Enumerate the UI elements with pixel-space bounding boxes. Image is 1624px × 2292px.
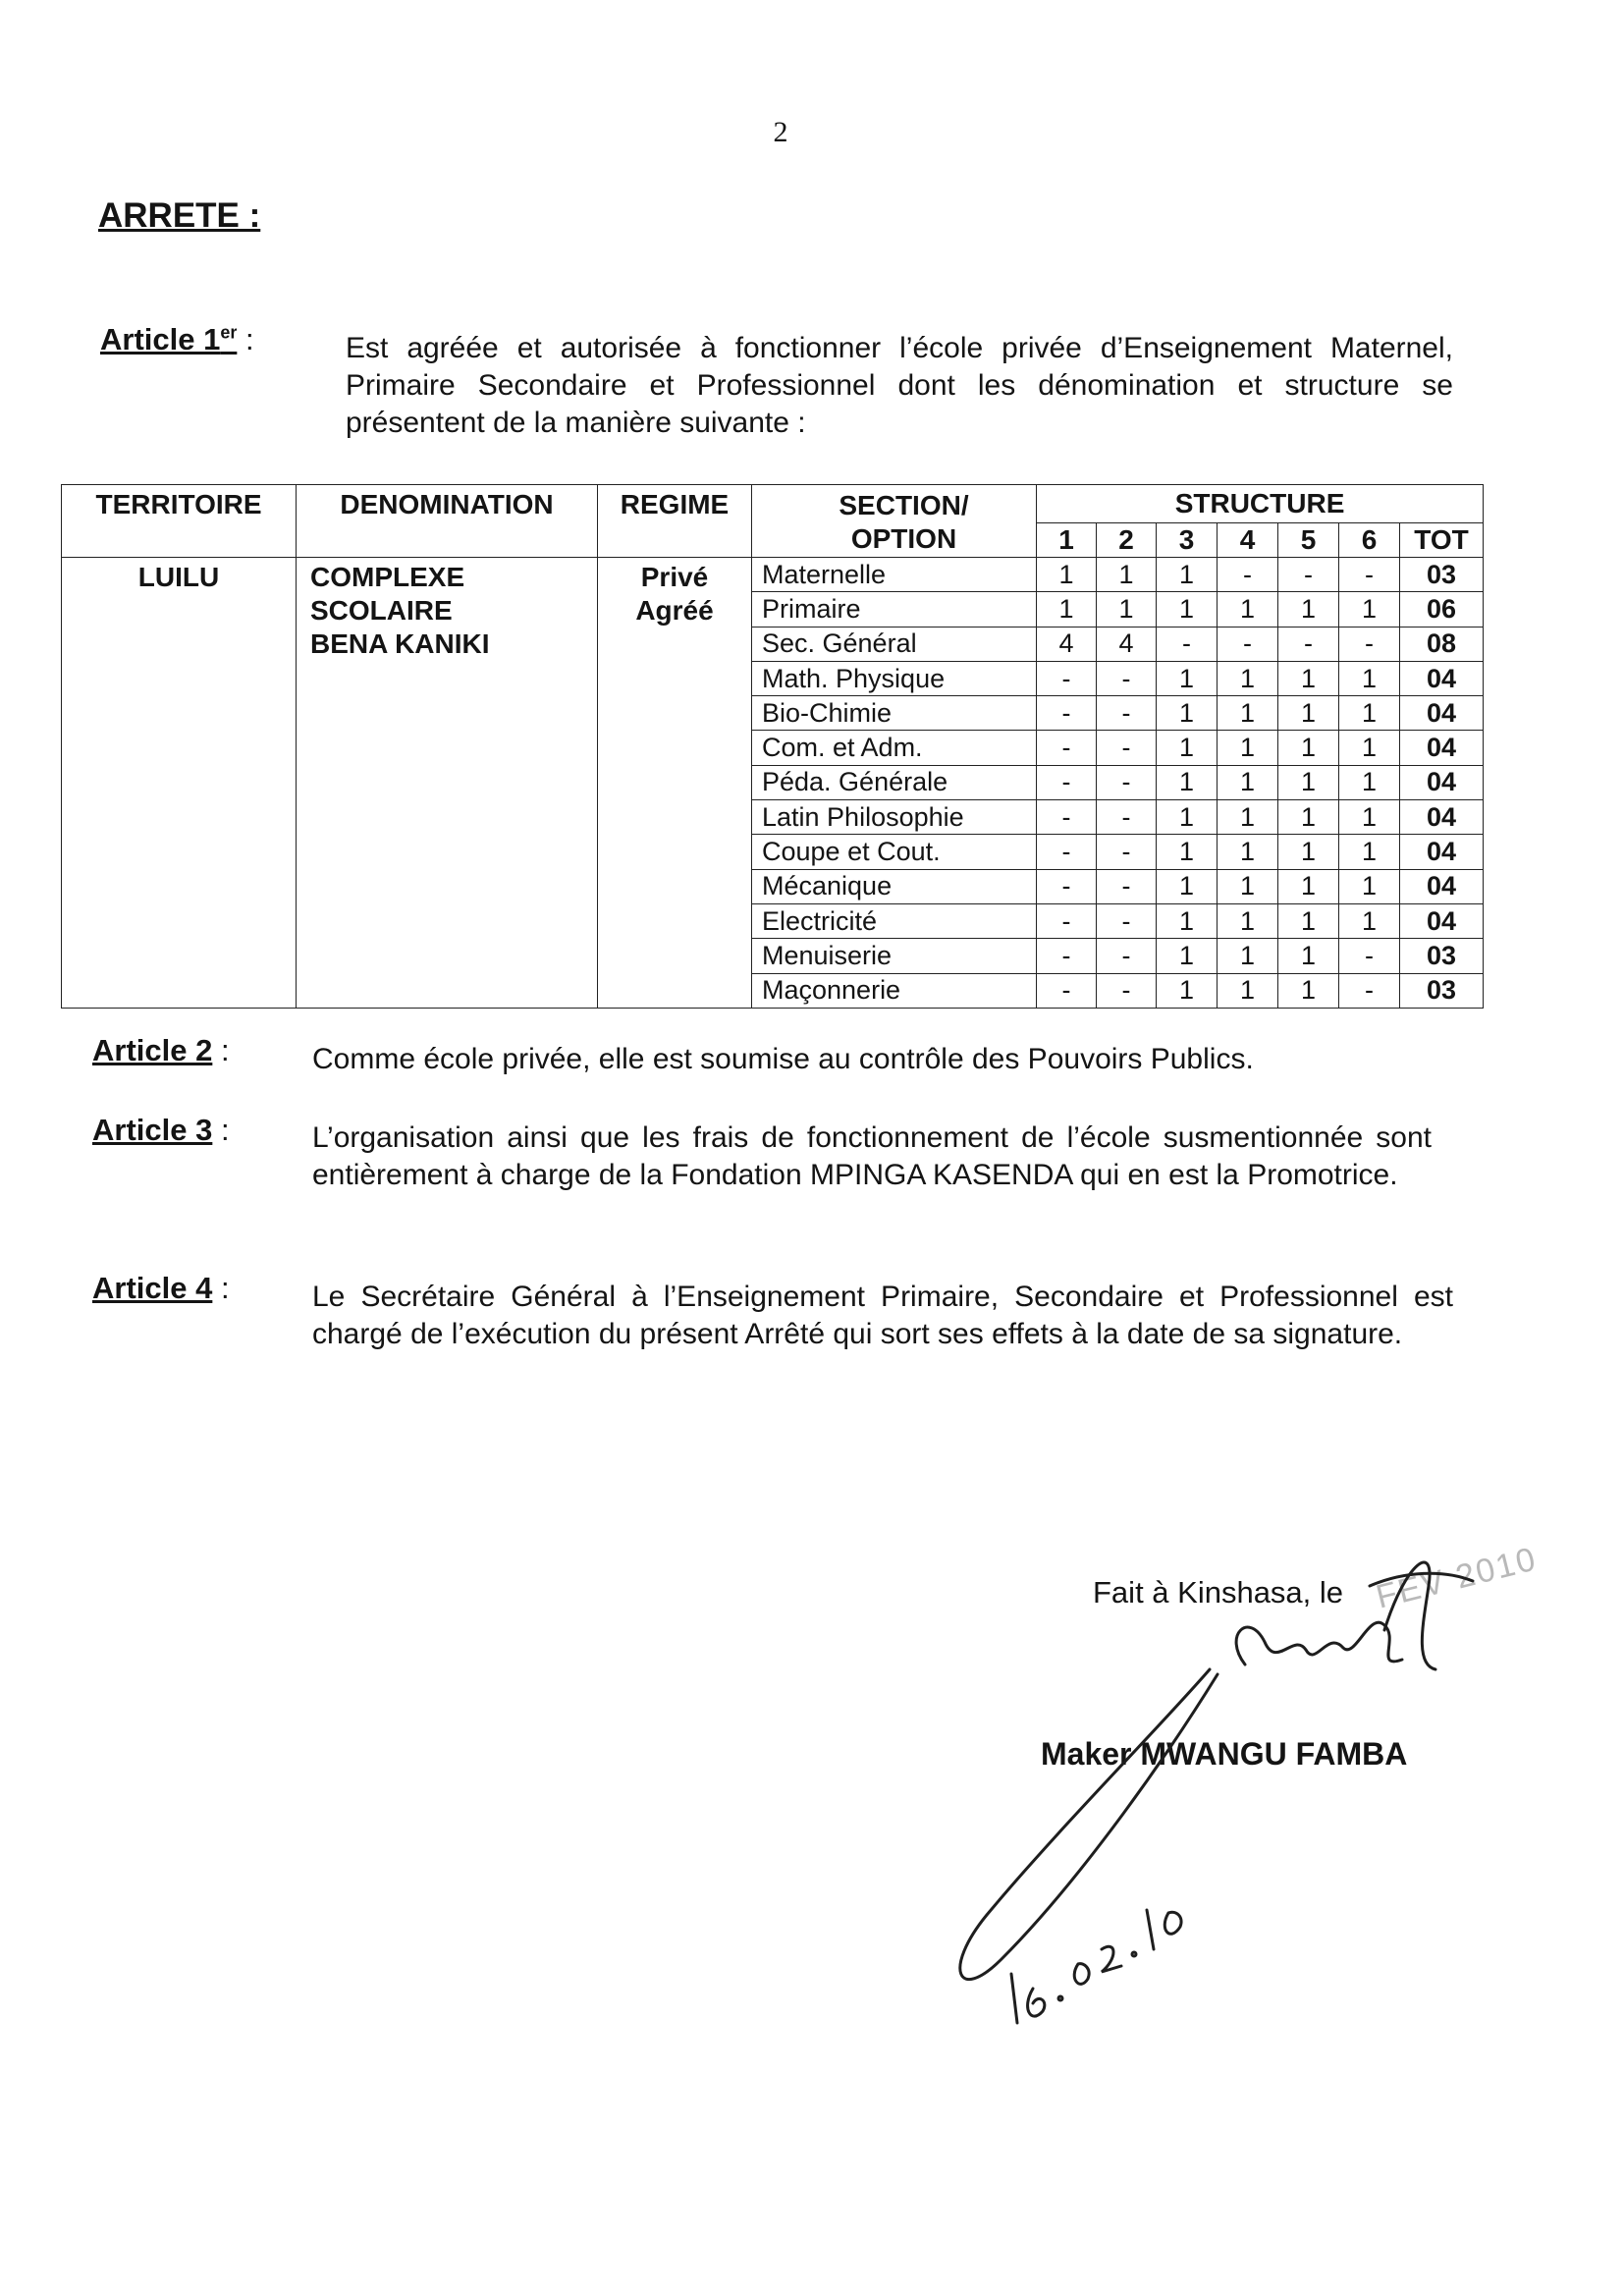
structure-cell-year-3: - — [1157, 627, 1218, 661]
total-cell: 03 — [1400, 973, 1484, 1008]
structure-cell-year-2: - — [1097, 903, 1157, 938]
structure-cell-year-5: 1 — [1278, 696, 1339, 731]
section-option-cell: Bio-Chimie — [752, 696, 1037, 731]
structure-cell-year-6: 1 — [1339, 661, 1400, 695]
structure-cell-year-4: 1 — [1218, 731, 1278, 765]
total-cell: 03 — [1400, 939, 1484, 973]
structure-cell-year-4: 1 — [1218, 869, 1278, 903]
section-option-cell: Math. Physique — [752, 661, 1037, 695]
structure-cell-year-1: - — [1037, 869, 1097, 903]
signatory-name: Maker MWANGU FAMBA — [1041, 1736, 1408, 1772]
article-2-colon: : — [212, 1033, 230, 1067]
structure-cell-year-2: - — [1097, 939, 1157, 973]
structure-cell-year-1: - — [1037, 973, 1097, 1008]
structure-cell-year-5: 1 — [1278, 592, 1339, 627]
regime-line-2: Agréé — [635, 595, 714, 626]
structure-cell-year-6: - — [1339, 973, 1400, 1008]
structure-cell-year-6: 1 — [1339, 765, 1400, 799]
article-3-text: L’organisation ainsi que les frais de fonctionnement de l’école susmentionnée sont entièrement à charge de la Fondation MPINGA KASENDA qui en est la Promotrice. — [312, 1121, 1432, 1191]
territoire-value: LUILU — [137, 562, 220, 592]
header-total: TOT — [1400, 523, 1484, 558]
article-4-text: Le Secrétaire Général à l’Enseignement Primaire, Secondaire et Professionnel est chargé de l’exécution du présent Arrêté qui sort ses effets à la date de sa signature. — [312, 1281, 1453, 1350]
structure-cell-year-2: 1 — [1097, 558, 1157, 592]
structure-cell-year-3: 1 — [1157, 696, 1218, 731]
header-denomination: DENOMINATION — [297, 485, 598, 558]
total-cell: 04 — [1400, 765, 1484, 799]
structure-cell-year-3: 1 — [1157, 939, 1218, 973]
header-year-2: 2 — [1097, 523, 1157, 558]
section-option-cell: Maçonnerie — [752, 973, 1037, 1008]
section-option-cell: Péda. Générale — [752, 765, 1037, 799]
header-structure: STRUCTURE — [1037, 485, 1484, 523]
structure-cell-year-1: - — [1037, 835, 1097, 869]
structure-cell-year-6: - — [1339, 627, 1400, 661]
article-1-superscript: er — [220, 322, 238, 343]
section-option-cell: Sec. Général — [752, 627, 1037, 661]
structure-cell-year-5: 1 — [1278, 939, 1339, 973]
structure-cell-year-1: - — [1037, 696, 1097, 731]
structure-cell-year-2: - — [1097, 800, 1157, 835]
structure-cell-year-1: - — [1037, 939, 1097, 973]
structure-cell-year-4: - — [1218, 558, 1278, 592]
structure-cell-year-3: 1 — [1157, 800, 1218, 835]
header-year-3: 3 — [1157, 523, 1218, 558]
total-cell: 04 — [1400, 835, 1484, 869]
structure-cell-year-6: 1 — [1339, 800, 1400, 835]
structure-cell-year-3: 1 — [1157, 558, 1218, 592]
structure-cell-year-2: - — [1097, 835, 1157, 869]
date-stamp: FEV 2010 — [1372, 1540, 1542, 1616]
structure-cell-year-6: - — [1339, 939, 1400, 973]
structure-cell-year-5: 1 — [1278, 661, 1339, 695]
section-option-cell: Electricité — [752, 903, 1037, 938]
structure-cell-year-3: 1 — [1157, 661, 1218, 695]
total-cell: 04 — [1400, 869, 1484, 903]
structure-cell-year-1: - — [1037, 800, 1097, 835]
page-number: 2 — [773, 116, 788, 148]
structure-cell-year-6: - — [1339, 558, 1400, 592]
structure-cell-year-5: - — [1278, 558, 1339, 592]
structure-cell-year-6: 1 — [1339, 592, 1400, 627]
section-option-cell: Mécanique — [752, 869, 1037, 903]
article-4-colon: : — [212, 1271, 230, 1305]
structure-cell-year-2: - — [1097, 661, 1157, 695]
section-option-cell: Coupe et Cout. — [752, 835, 1037, 869]
structure-cell-year-2: - — [1097, 731, 1157, 765]
header-year-6: 6 — [1339, 523, 1400, 558]
structure-cell-year-4: - — [1218, 627, 1278, 661]
structure-cell-year-4: 1 — [1218, 973, 1278, 1008]
section-option-cell: Menuiserie — [752, 939, 1037, 973]
structure-cell-year-1: 1 — [1037, 592, 1097, 627]
total-cell: 04 — [1400, 696, 1484, 731]
structure-cell-year-5: 1 — [1278, 731, 1339, 765]
structure-cell-year-1: - — [1037, 661, 1097, 695]
structure-cell-year-4: 1 — [1218, 903, 1278, 938]
structure-cell-year-6: 1 — [1339, 869, 1400, 903]
section-option-cell: Latin Philosophie — [752, 800, 1037, 835]
structure-cell-year-3: 1 — [1157, 765, 1218, 799]
structure-cell-year-6: 1 — [1339, 696, 1400, 731]
structure-cell-year-6: 1 — [1339, 835, 1400, 869]
structure-cell-year-2: - — [1097, 765, 1157, 799]
structure-cell-year-1: - — [1037, 765, 1097, 799]
place-and-date-line: Fait à Kinshasa, le — [1093, 1575, 1344, 1610]
article-1-text: Est agréée et autorisée à fonctionner l’école privée d’Enseignement Maternel, Primaire Secondaire et Professionnel dont les dénomination et structure se présentent de la manière suivante : — [346, 332, 1453, 439]
structure-cell-year-1: - — [1037, 903, 1097, 938]
structure-cell-year-5: 1 — [1278, 800, 1339, 835]
header-year-1: 1 — [1037, 523, 1097, 558]
structure-cell-year-2: - — [1097, 696, 1157, 731]
structure-cell-year-4: 1 — [1218, 800, 1278, 835]
total-cell: 08 — [1400, 627, 1484, 661]
structure-cell-year-2: 4 — [1097, 627, 1157, 661]
structure-cell-year-5: 1 — [1278, 835, 1339, 869]
article-2-text: Comme école privée, elle est soumise au contrôle des Pouvoirs Publics. — [312, 1043, 1254, 1075]
denomination-line-2: SCOLAIRE — [310, 595, 453, 626]
structure-cell-year-1: 4 — [1037, 627, 1097, 661]
section-option-cell: Maternelle — [752, 558, 1037, 592]
header-regime: REGIME — [598, 485, 752, 558]
structure-cell-year-3: 1 — [1157, 869, 1218, 903]
structure-cell-year-5: 1 — [1278, 973, 1339, 1008]
structure-cell-year-3: 1 — [1157, 903, 1218, 938]
total-cell: 04 — [1400, 800, 1484, 835]
denomination-line-1: COMPLEXE — [310, 562, 465, 592]
structure-cell-year-5: - — [1278, 627, 1339, 661]
section-option-cell: Com. et Adm. — [752, 731, 1037, 765]
structure-cell-year-5: 1 — [1278, 869, 1339, 903]
structure-cell-year-6: 1 — [1339, 903, 1400, 938]
structure-cell-year-2: - — [1097, 973, 1157, 1008]
header-section-option: SECTION/ OPTION — [752, 485, 1037, 558]
structure-cell-year-2: 1 — [1097, 592, 1157, 627]
header-year-5: 5 — [1278, 523, 1339, 558]
structure-cell-year-3: 1 — [1157, 592, 1218, 627]
header-year-4: 4 — [1218, 523, 1278, 558]
structure-cell-year-3: 1 — [1157, 731, 1218, 765]
total-cell: 06 — [1400, 592, 1484, 627]
article-1-label-text: Article 1 — [100, 322, 221, 356]
article-2-label-text: Article 2 — [92, 1033, 213, 1067]
article-3-label-text: Article 3 — [92, 1113, 213, 1147]
structure-cell-year-4: 1 — [1218, 835, 1278, 869]
header-territoire: TERRITOIRE — [62, 485, 297, 558]
structure-cell-year-3: 1 — [1157, 973, 1218, 1008]
structure-cell-year-1: - — [1037, 731, 1097, 765]
article-3-colon: : — [212, 1113, 230, 1147]
total-cell: 03 — [1400, 558, 1484, 592]
article-1-colon: : — [237, 322, 254, 356]
regime-line-1: Privé — [640, 562, 709, 592]
structure-cell-year-6: 1 — [1339, 731, 1400, 765]
structure-cell-year-3: 1 — [1157, 835, 1218, 869]
structure-cell-year-5: 1 — [1278, 765, 1339, 799]
structure-cell-year-4: 1 — [1218, 661, 1278, 695]
structure-cell-year-4: 1 — [1218, 765, 1278, 799]
structure-cell-year-5: 1 — [1278, 903, 1339, 938]
section-option-cell: Primaire — [752, 592, 1037, 627]
article-4-label-text: Article 4 — [92, 1271, 213, 1305]
structure-cell-year-4: 1 — [1218, 939, 1278, 973]
total-cell: 04 — [1400, 661, 1484, 695]
total-cell: 04 — [1400, 731, 1484, 765]
structure-cell-year-4: 1 — [1218, 592, 1278, 627]
document-heading: ARRETE : — [98, 196, 261, 235]
structure-cell-year-1: 1 — [1037, 558, 1097, 592]
denomination-line-3: BENA KANIKI — [310, 628, 490, 659]
structure-cell-year-2: - — [1097, 869, 1157, 903]
total-cell: 04 — [1400, 903, 1484, 938]
structure-cell-year-4: 1 — [1218, 696, 1278, 731]
